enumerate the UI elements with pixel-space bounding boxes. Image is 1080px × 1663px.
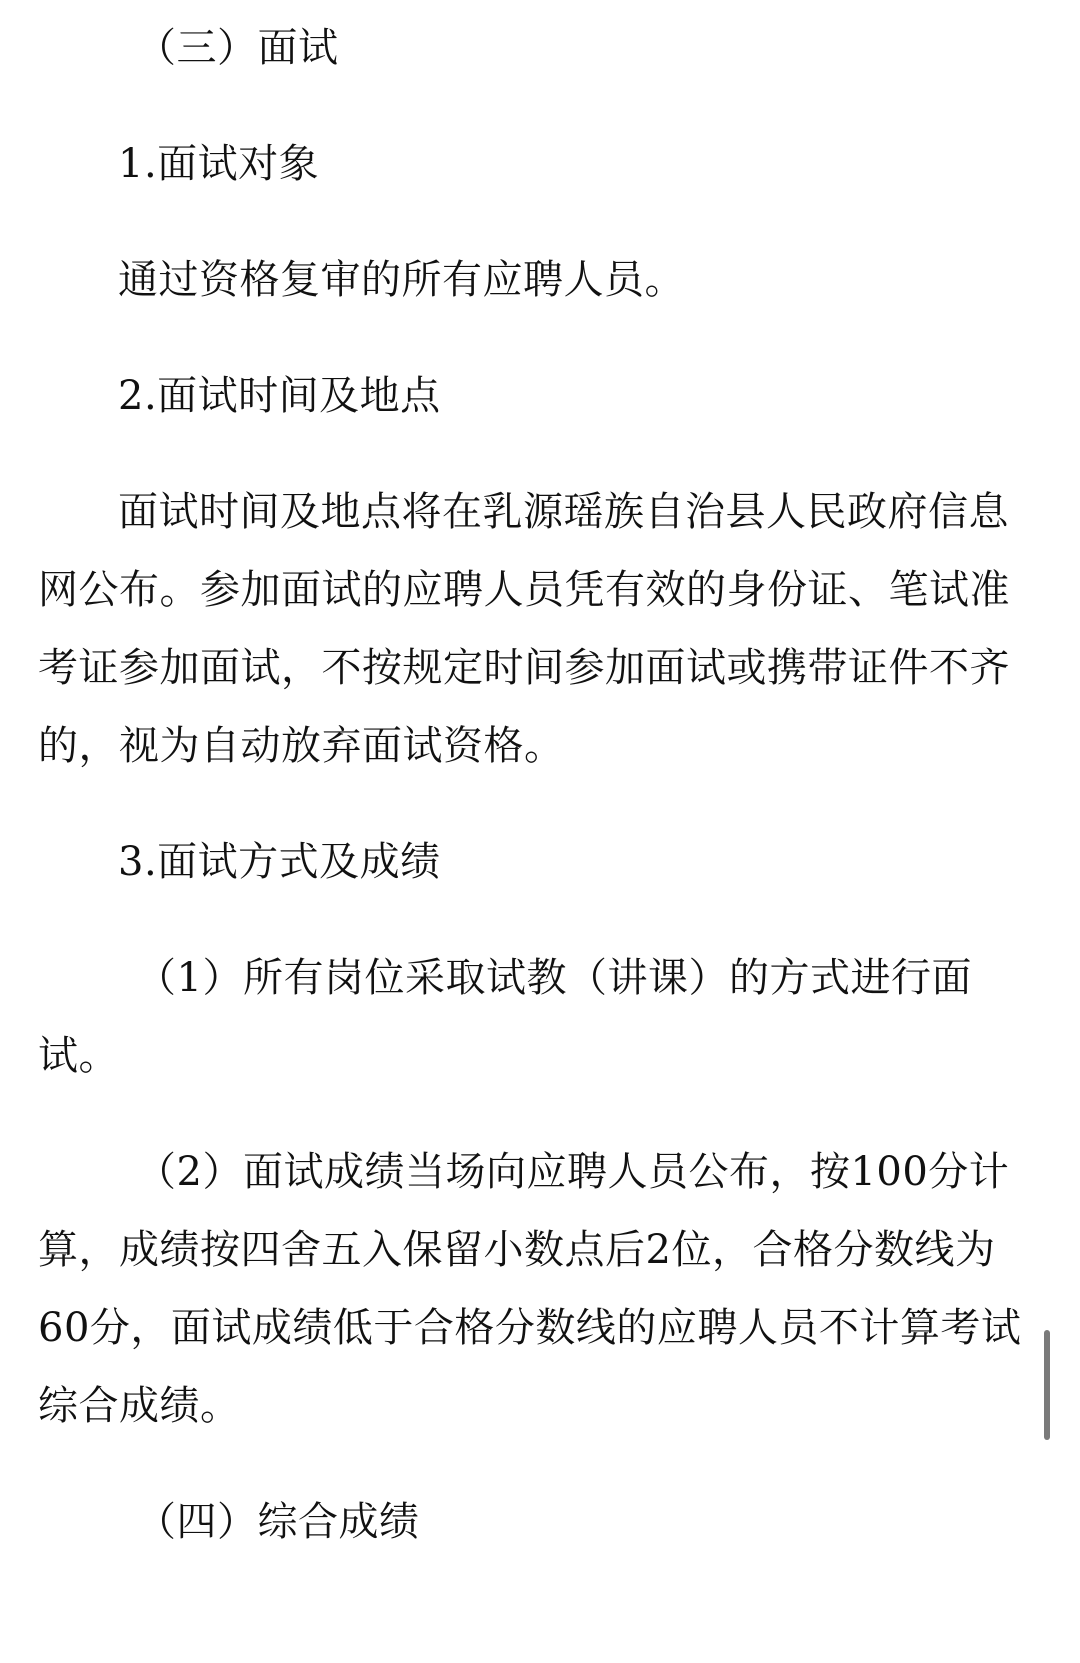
paragraph-method-line-1: （1）所有岗位采取试教（讲课）的方式进行面	[136, 955, 972, 1001]
subheading-interview-target: 1.面试对象	[118, 141, 320, 187]
paragraph-time-place-line-3: 考证参加面试，不按规定时间参加面试或携带证件不齐	[38, 645, 1010, 691]
paragraph-interview-target: 通过资格复审的所有应聘人员。	[118, 257, 685, 303]
vertical-scrollbar[interactable]	[1044, 1330, 1050, 1440]
section-heading-interview: （三）面试	[136, 25, 339, 71]
paragraph-score-line-4: 综合成绩。	[38, 1383, 241, 1429]
subheading-interview-method-score: 3.面试方式及成绩	[118, 839, 441, 885]
paragraph-score-line-2: 算，成绩按四舍五入保留小数点后2位，合格分数线为	[38, 1227, 996, 1273]
paragraph-method-line-2: 试。	[38, 1033, 119, 1079]
paragraph-score-line-1: （2）面试成绩当场向应聘人员公布，按100分计	[136, 1149, 1010, 1195]
paragraph-score-line-3: 60分，面试成绩低于合格分数线的应聘人员不计算考试	[38, 1305, 1022, 1351]
subheading-interview-time-place: 2.面试时间及地点	[118, 373, 441, 419]
paragraph-time-place-line-2: 网公布。参加面试的应聘人员凭有效的身份证、笔试准	[38, 567, 1010, 613]
paragraph-time-place-line-1: 面试时间及地点将在乳源瑶族自治县人民政府信息	[118, 489, 1009, 535]
paragraph-time-place-line-4: 的，视为自动放弃面试资格。	[38, 723, 565, 769]
section-heading-composite-score: （四）综合成绩	[136, 1499, 420, 1545]
